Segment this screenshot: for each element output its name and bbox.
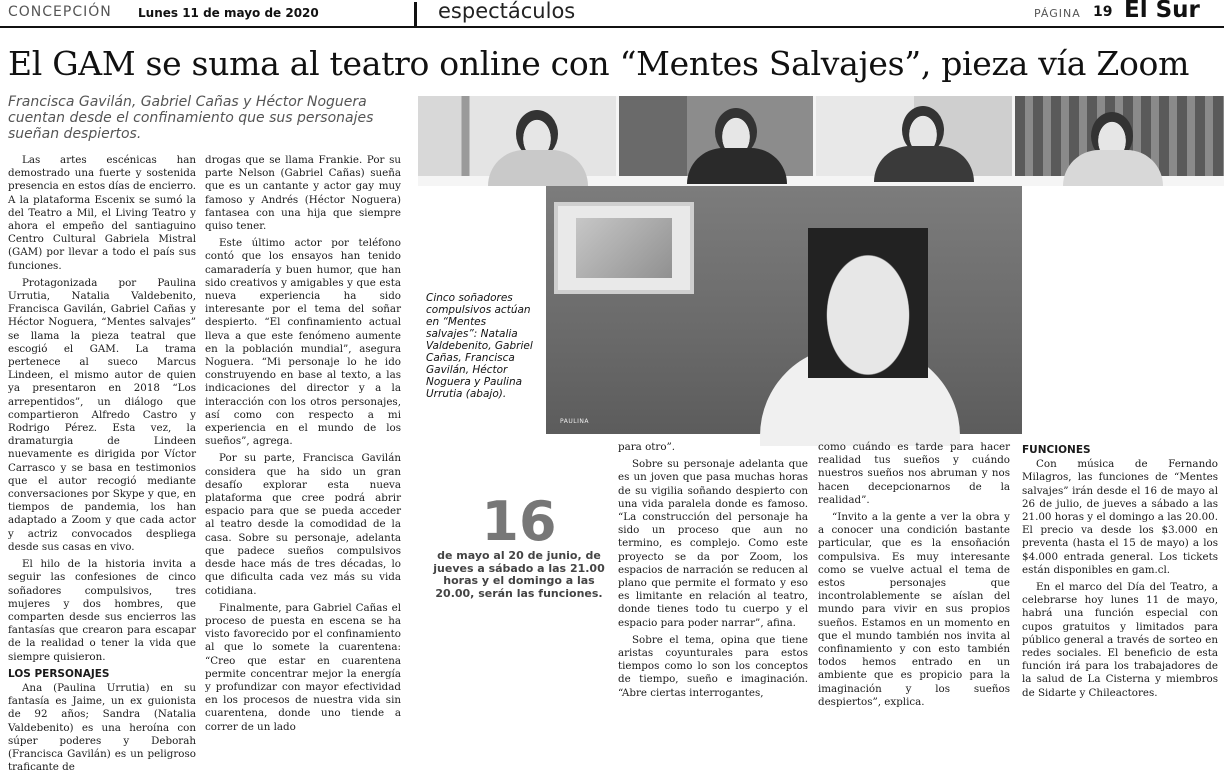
subhead-personajes: LOS PERSONAJES — [8, 667, 110, 680]
zoom-photo-grid — [418, 96, 1224, 434]
paragraph: Sobre el tema, opina que tiene aristas coyunturales para estos tiempos como lo son los conceptos de tiempo, sueño e imaginación. “Abre ciertas interrogantes, — [618, 633, 808, 699]
pull-quote-text: de mayo al 20 de junio, de jueves a sábado a las 21.00 horas y el domingo a las 20.00, serán las funciones. — [433, 549, 605, 600]
article-column-2 — [205, 154, 401, 738]
paragraph: como cuándo es tarde para hacer realidad tus sueños y cuándo nuestros sueños nos abruman y nos hacen decepcionarnos de la realidad”. — [818, 441, 1010, 506]
paragraph: Este último actor por teléfono contó que los ensayos han tenido camaradería y buen humor, que han sido creativos y amigables y que esta nueva experiencia ha sido interesante por el tema del soñar despierto. “El confinamiento actual lleva a que este fenómeno aumente en la población mundial”, asegura Noguera. “Mi personaje lo he ido construyendo en base al texto, a las indicaciones del director y a la interacción con los otros personajes, así como con respecto a mi experiencia en el mundo de los sueños”, agrega. — [205, 237, 401, 448]
paragraph: drogas que se llama Frankie. Por su parte Nelson (Gabriel Cañas) sueña que es un cantante y actor gay muy famoso y Andrés (Héctor Noguera) fantasea con una hija que siempre quiso tener. — [205, 154, 401, 233]
paragraph: Ana (Paulina Urrutia) en su fantasía es Jaime, un ex guionista de 92 años; Sandra (Natalia Valdebenito) es una heroína con súper poderes y Deborah (Francisca Gavilán) es un peligroso traficante de — [8, 681, 196, 774]
header-section: espectáculos — [438, 0, 576, 23]
participant-name-tag: PAULINA — [560, 418, 589, 425]
deck: Francisca Gavilán, Gabriel Cañas y Héctor Noguera cuentan desde el confinamiento que sus personajes sueñan despiertos. — [8, 94, 374, 142]
video-tile-2 — [619, 96, 813, 176]
paragraph: El hilo de la historia invita a seguir las confesiones de cinco soñadores compulsivos, tres mujeres y dos hombres, que comparten desde sus encierros las fantasías que crearon para escapar de la realidad o tener la vida que siempre quisieron. — [8, 558, 196, 663]
article-column-5 — [1022, 441, 1218, 704]
person-face — [808, 228, 928, 378]
person-shoulders — [874, 146, 974, 182]
article-column-1 — [8, 154, 196, 778]
page-header — [0, 0, 1224, 28]
video-tile-4 — [1015, 96, 1224, 176]
pull-quote — [428, 490, 610, 600]
header-page-number: 19 — [1093, 4, 1113, 20]
header-page-label: PÁGINA — [1034, 7, 1081, 20]
paragraph: Finalmente, para Gabriel Cañas el proceso de puesta en escena se ha visto favorecido por el confinamiento al que lo somete la cuarentena: “Creo que estar en cuarentena permite concentrar mejor la energía y profundizar con mayor efectividad en los procesos de nuestra vida sin cuarentena, donde uno tiende a correr de un lado — [205, 601, 401, 733]
header-divider — [414, 2, 417, 28]
video-tile-1 — [418, 96, 616, 176]
video-tile-main — [546, 186, 1022, 434]
article-column-3 — [618, 441, 808, 704]
person-shoulders — [687, 148, 787, 184]
photo-caption: Cinco soñadores compulsivos actúan en “Mentes salvajes”: Natalia Valdebenito, Gabriel Cañas, Francisca Gavilán, Héctor Noguera y Paulina Urrutia (abajo). — [426, 292, 533, 400]
person-shoulders — [1063, 150, 1163, 186]
paragraph: En el marco del Día del Teatro, a celebrarse hoy lunes 11 de mayo, habrá una función especial con cupos gratuitos y limitados para público general a través de sorteo en redes sociales. El beneficio de esta función irá para los trabajadores de la salud de La Cisterna y miembros de Sidarte y Chileactores. — [1022, 581, 1218, 699]
article-column-4 — [818, 441, 1010, 713]
paragraph: Por su parte, Francisca Gavilán considera que ha sido un gran desafío explorar esta nueva plataforma que cree podrá abrir espacio para que se pueda acceder al teatro desde la comodidad de la casa. Sobre su personaje, adelanta que padece sueños compulsivos desde hace más de tres décadas, lo que dificulta cada vez más su vida cotidiana. — [205, 452, 401, 597]
paragraph: Las artes escénicas han demostrado una fuerte y sostenida presencia en estos días de encierro. A la plataforma Escenix se sumó la del Teatro a Mil, el Living Teatro y ahora el empeño del santiaguino Centro Cultural Gabriela Mistral (GAM) por llevar a todo el país sus funciones. — [8, 154, 196, 272]
paragraph: Protagonizada por Paulina Urrutia, Natalia Valdebenito, Francisca Gavilán, Gabriel Cañas y Héctor Noguera, “Mentes salvajes” se llama la pieza teatral que escogió el GAM. La trama pertenece al sueco Marcus Lindeen, el mismo autor de quien ya presentaron en 2018 “Los arrepentidos”, un diálogo que compartieron Alfredo Castro y Rodrigo Pérez. Esta vez, la dramaturgia de Lindeen nuevamente es dirigida por Víctor Carrasco y se basa en testimonios que el autor recogió mediante conversaciones por Skype y que, en tiempos de pandemia, los han adaptado a Zoom y que cada actor y actriz convocados despliega desde sus casas en vivo. — [8, 276, 196, 553]
person-shoulders — [488, 150, 588, 186]
wall-picture-frame — [554, 202, 694, 294]
paragraph: Con música de Fernando Milagros, las funciones de “Mentes salvajes” irán desde el 16 de mayo al 26 de julio, de jueves a sábado a las 21.00 horas y el domingo a las 20.00. El precio va desde los $3.000 en preventa (hasta el 15 de mayo) a los $4.000 entrada general. Los tickets están disponibles en gam.cl. — [1022, 458, 1218, 576]
paragraph: “Invito a la gente a ver la obra y a conocer una condición bastante particular, que es la ensoñación compulsiva. Es muy interesante como se vuelve actual el tema de estos personajes que incontrolablemente se aíslan del mundo para vivir en sus propios sueños. Estamos en un momento en que el mundo también nos invita al confinamiento y con esto también todos hemos entrado en un ambiente que es propicio para la imaginación y los sueños despiertos”, explica. — [818, 511, 1010, 708]
pull-quote-number: 16 — [481, 490, 557, 553]
subhead-funciones: FUNCIONES — [1022, 444, 1091, 456]
video-tile-3 — [816, 96, 1012, 176]
header-date: Lunes 11 de mayo de 2020 — [138, 6, 319, 20]
newspaper-logo: El Sur — [1124, 0, 1200, 23]
wall-picture — [576, 218, 672, 278]
paragraph: para otro”. — [618, 441, 676, 453]
headline: El GAM se suma al teatro online con “Mentes Salvajes”, pieza vía Zoom — [8, 44, 1190, 83]
header-city: CONCEPCIÓN — [8, 4, 112, 20]
paragraph: Sobre su personaje adelanta que es un joven que pasa muchas horas de su vigilia soñando despierto con una vida paralela donde es famoso. “La construcción del personaje ha sido un proceso que aun no termino, es complejo. Como este proyecto se da por Zoom, los espacios de narración se reducen al plano que permite el formato y eso es limitante en relación al teatro, donde tienes todo tu cuerpo y el espacio para poder narrar”, afina. — [618, 458, 808, 629]
